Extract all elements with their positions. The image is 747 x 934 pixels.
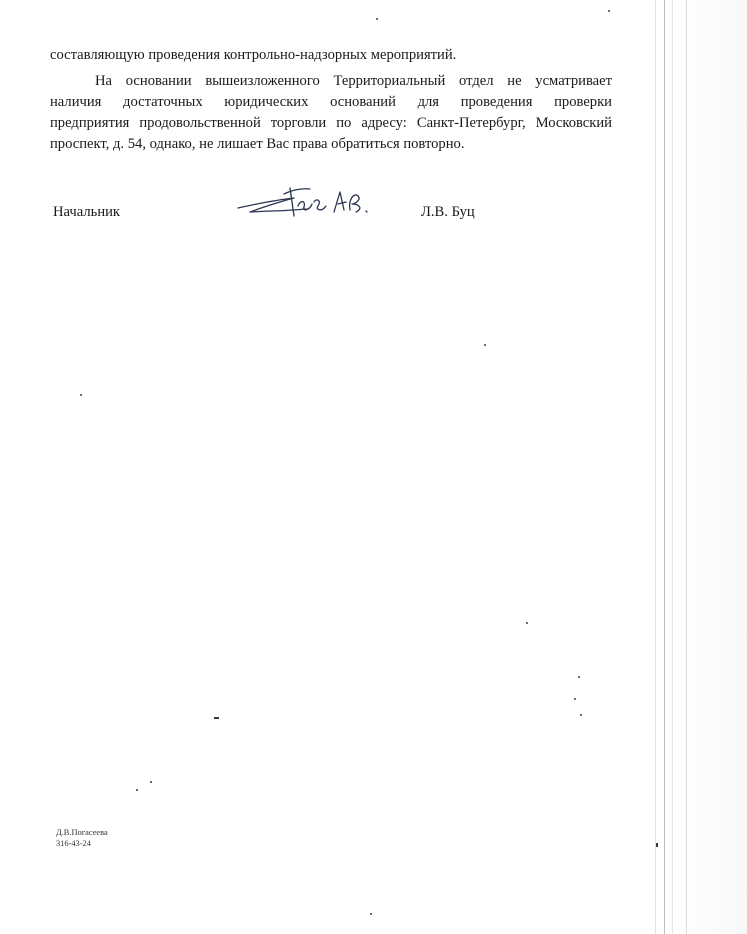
paragraph-main	[50, 71, 612, 155]
scan-speck	[656, 843, 658, 847]
scan-speck	[376, 18, 378, 20]
text-line: предприятия продовольственной торговли по адресу: Санкт-Петербург, Московский	[50, 115, 612, 131]
text-line: наличия достаточных юридических оснований для проведения проверки	[50, 94, 612, 110]
signatory-name: Л.В. Буц	[421, 204, 475, 220]
scan-speck	[150, 781, 152, 783]
paragraph-continuation	[50, 45, 612, 66]
text-line: проспект, д. 54, однако, не лишает Вас права обратиться повторно.	[50, 136, 465, 152]
scan-speck	[136, 789, 138, 791]
scan-edge-line	[655, 0, 656, 934]
scan-speck	[578, 676, 580, 678]
handwritten-signature	[236, 182, 372, 220]
scan-edge-line	[672, 0, 673, 934]
scan-speck	[574, 698, 576, 700]
scan-speck	[80, 394, 82, 396]
scan-edge-shadow	[673, 0, 747, 934]
executor-phone: 316-43-24	[56, 839, 91, 848]
executor-name: Д.В.Погасеева	[56, 828, 108, 837]
scan-speck	[214, 717, 219, 719]
scan-speck	[580, 714, 582, 716]
scan-speck	[526, 622, 528, 624]
scan-edge-line	[686, 0, 687, 934]
executor-info	[56, 827, 108, 849]
signatory-title: Начальник	[53, 204, 121, 220]
scan-edge-line	[664, 0, 665, 934]
text-line: составляющую проведения контрольно-надзорных мероприятий.	[50, 47, 457, 63]
text-line: На основании вышеизложенного Территориальный отдел не усматривает	[95, 73, 612, 89]
scan-speck	[370, 913, 372, 915]
scan-speck	[608, 10, 610, 12]
scan-speck	[484, 344, 486, 346]
